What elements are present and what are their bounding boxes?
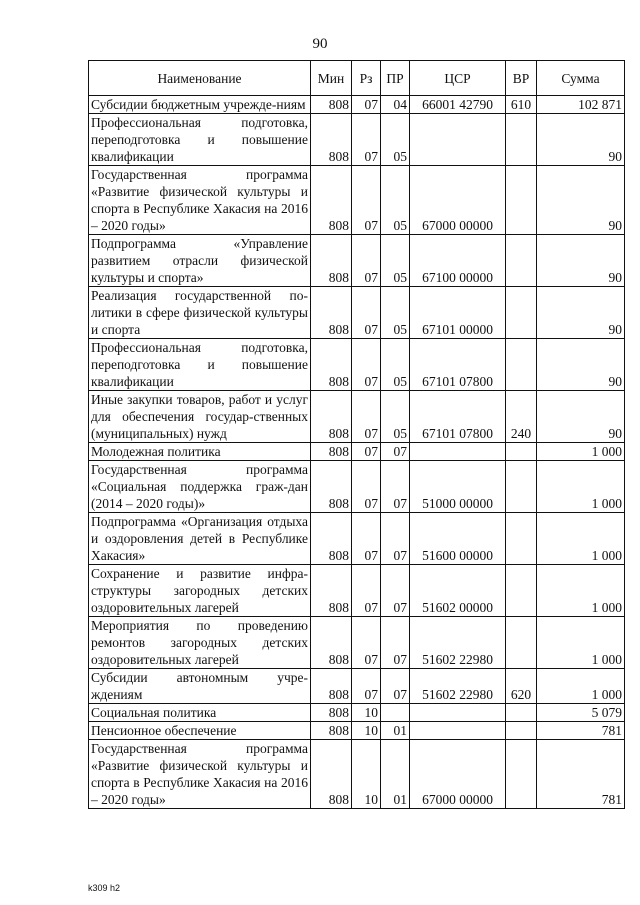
cell-csr: 66001 42790 bbox=[410, 96, 506, 114]
cell-sum: 90 bbox=[537, 235, 625, 287]
cell-vr bbox=[506, 565, 537, 617]
table-row bbox=[89, 114, 625, 166]
cell-name: Государственная программа «Развитие физической культуры и спорта в Республике Хакасия на 2016 – 2020 годы» bbox=[89, 166, 311, 235]
table-row bbox=[89, 513, 625, 565]
table-row bbox=[89, 96, 625, 114]
cell-vr: 240 bbox=[506, 391, 537, 443]
cell-csr: 51600 00000 bbox=[410, 513, 506, 565]
table-row bbox=[89, 287, 625, 339]
table-body bbox=[89, 96, 625, 809]
cell-csr: 67000 00000 bbox=[410, 740, 506, 809]
cell-rz: 07 bbox=[352, 96, 381, 114]
cell-rz: 07 bbox=[352, 114, 381, 166]
cell-csr bbox=[410, 443, 506, 461]
cell-min: 808 bbox=[311, 669, 352, 704]
table-header-row bbox=[89, 61, 625, 96]
cell-sum: 90 bbox=[537, 339, 625, 391]
header-csr: ЦСР bbox=[410, 61, 506, 96]
cell-name: Мероприятия по проведению ремонтов загородных детских оздоровительных лагерей bbox=[89, 617, 311, 669]
cell-sum: 5 079 bbox=[537, 704, 625, 722]
cell-vr bbox=[506, 722, 537, 740]
cell-min: 808 bbox=[311, 443, 352, 461]
cell-pr: 01 bbox=[381, 740, 410, 809]
cell-name: Реализация государственной по-литики в сфере физической культуры и спорта bbox=[89, 287, 311, 339]
cell-min: 808 bbox=[311, 704, 352, 722]
cell-min: 808 bbox=[311, 287, 352, 339]
footer-code: k309 h2 bbox=[88, 883, 121, 893]
table-row bbox=[89, 740, 625, 809]
cell-name: Государственная программа «Развитие физической культуры и спорта в Республике Хакасия на 2016 – 2020 годы» bbox=[89, 740, 311, 809]
cell-rz: 07 bbox=[352, 166, 381, 235]
cell-vr bbox=[506, 287, 537, 339]
table-row bbox=[89, 565, 625, 617]
header-sum: Сумма bbox=[537, 61, 625, 96]
table-row bbox=[89, 235, 625, 287]
header-rz: Рз bbox=[352, 61, 381, 96]
cell-vr: 610 bbox=[506, 96, 537, 114]
cell-csr bbox=[410, 114, 506, 166]
cell-rz: 07 bbox=[352, 391, 381, 443]
cell-csr: 67101 00000 bbox=[410, 287, 506, 339]
cell-sum: 1 000 bbox=[537, 669, 625, 704]
cell-min: 808 bbox=[311, 114, 352, 166]
cell-sum: 1 000 bbox=[537, 617, 625, 669]
table-row bbox=[89, 669, 625, 704]
cell-sum: 90 bbox=[537, 166, 625, 235]
cell-csr: 67101 07800 bbox=[410, 391, 506, 443]
cell-name: Молодежная политика bbox=[89, 443, 311, 461]
cell-pr: 07 bbox=[381, 565, 410, 617]
cell-sum: 90 bbox=[537, 391, 625, 443]
cell-rz: 07 bbox=[352, 617, 381, 669]
cell-rz: 07 bbox=[352, 461, 381, 513]
cell-csr: 51000 00000 bbox=[410, 461, 506, 513]
cell-sum: 781 bbox=[537, 722, 625, 740]
cell-sum: 1 000 bbox=[537, 461, 625, 513]
table-row bbox=[89, 617, 625, 669]
cell-sum: 90 bbox=[537, 114, 625, 166]
header-vr: ВР bbox=[506, 61, 537, 96]
cell-name: Субсидии бюджетным учрежде-ниям bbox=[89, 96, 311, 114]
table-row bbox=[89, 704, 625, 722]
cell-csr: 51602 22980 bbox=[410, 617, 506, 669]
cell-pr: 05 bbox=[381, 339, 410, 391]
cell-pr: 07 bbox=[381, 617, 410, 669]
cell-vr bbox=[506, 740, 537, 809]
cell-rz: 10 bbox=[352, 722, 381, 740]
cell-name: Профессиональная подготовка, переподготовка и повышение квалификации bbox=[89, 339, 311, 391]
cell-min: 808 bbox=[311, 96, 352, 114]
cell-pr: 07 bbox=[381, 443, 410, 461]
cell-rz: 07 bbox=[352, 339, 381, 391]
cell-rz: 07 bbox=[352, 565, 381, 617]
cell-vr bbox=[506, 513, 537, 565]
cell-vr bbox=[506, 339, 537, 391]
table-row bbox=[89, 391, 625, 443]
cell-min: 808 bbox=[311, 391, 352, 443]
cell-vr bbox=[506, 704, 537, 722]
cell-csr bbox=[410, 704, 506, 722]
cell-pr: 05 bbox=[381, 287, 410, 339]
cell-name: Субсидии автономным учре-ждениям bbox=[89, 669, 311, 704]
cell-name: Подпрограмма «Организация отдыха и оздоровления детей в Республике Хакасия» bbox=[89, 513, 311, 565]
cell-rz: 07 bbox=[352, 669, 381, 704]
page-number: 90 bbox=[312, 36, 328, 52]
budget-table bbox=[88, 60, 625, 809]
cell-min: 808 bbox=[311, 166, 352, 235]
cell-csr: 67100 00000 bbox=[410, 235, 506, 287]
cell-vr: 620 bbox=[506, 669, 537, 704]
cell-pr bbox=[381, 704, 410, 722]
cell-rz: 10 bbox=[352, 704, 381, 722]
cell-pr: 05 bbox=[381, 391, 410, 443]
cell-csr bbox=[410, 722, 506, 740]
cell-sum: 1 000 bbox=[537, 513, 625, 565]
cell-pr: 07 bbox=[381, 669, 410, 704]
cell-rz: 07 bbox=[352, 443, 381, 461]
cell-pr: 07 bbox=[381, 461, 410, 513]
cell-sum: 90 bbox=[537, 287, 625, 339]
cell-pr: 05 bbox=[381, 166, 410, 235]
cell-sum: 1 000 bbox=[537, 443, 625, 461]
cell-rz: 07 bbox=[352, 235, 381, 287]
cell-name: Пенсионное обеспечение bbox=[89, 722, 311, 740]
cell-pr: 04 bbox=[381, 96, 410, 114]
cell-sum: 1 000 bbox=[537, 565, 625, 617]
cell-min: 808 bbox=[311, 461, 352, 513]
cell-vr bbox=[506, 617, 537, 669]
cell-name: Государственная программа «Социальная поддержка граж-дан (2014 – 2020 годы)» bbox=[89, 461, 311, 513]
cell-rz: 07 bbox=[352, 287, 381, 339]
header-name: Наименование bbox=[89, 61, 311, 96]
cell-min: 808 bbox=[311, 565, 352, 617]
cell-name: Сохранение и развитие инфра-структуры загородных детских оздоровительных лагерей bbox=[89, 565, 311, 617]
cell-vr bbox=[506, 443, 537, 461]
cell-min: 808 bbox=[311, 235, 352, 287]
cell-csr: 51602 00000 bbox=[410, 565, 506, 617]
cell-csr: 51602 22980 bbox=[410, 669, 506, 704]
cell-vr bbox=[506, 235, 537, 287]
header-pr: ПР bbox=[381, 61, 410, 96]
table-row bbox=[89, 339, 625, 391]
cell-min: 808 bbox=[311, 722, 352, 740]
cell-vr bbox=[506, 114, 537, 166]
cell-min: 808 bbox=[311, 617, 352, 669]
table-row bbox=[89, 722, 625, 740]
cell-min: 808 bbox=[311, 513, 352, 565]
cell-rz: 10 bbox=[352, 740, 381, 809]
cell-rz: 07 bbox=[352, 513, 381, 565]
cell-pr: 01 bbox=[381, 722, 410, 740]
cell-name: Иные закупки товаров, работ и услуг для обеспечения государ-ственных (муниципальных) нужд bbox=[89, 391, 311, 443]
cell-name: Подпрограмма «Управление развитием отрасли физической культуры и спорта» bbox=[89, 235, 311, 287]
table-row bbox=[89, 166, 625, 235]
table-row bbox=[89, 443, 625, 461]
cell-pr: 07 bbox=[381, 513, 410, 565]
cell-sum: 781 bbox=[537, 740, 625, 809]
cell-vr bbox=[506, 166, 537, 235]
cell-pr: 05 bbox=[381, 235, 410, 287]
cell-name: Профессиональная подготовка, переподготовка и повышение квалификации bbox=[89, 114, 311, 166]
table-row bbox=[89, 461, 625, 513]
cell-sum: 102 871 bbox=[537, 96, 625, 114]
cell-csr: 67101 07800 bbox=[410, 339, 506, 391]
cell-vr bbox=[506, 461, 537, 513]
cell-min: 808 bbox=[311, 339, 352, 391]
cell-csr: 67000 00000 bbox=[410, 166, 506, 235]
cell-name: Социальная политика bbox=[89, 704, 311, 722]
cell-min: 808 bbox=[311, 740, 352, 809]
cell-pr: 05 bbox=[381, 114, 410, 166]
header-min: Мин bbox=[311, 61, 352, 96]
